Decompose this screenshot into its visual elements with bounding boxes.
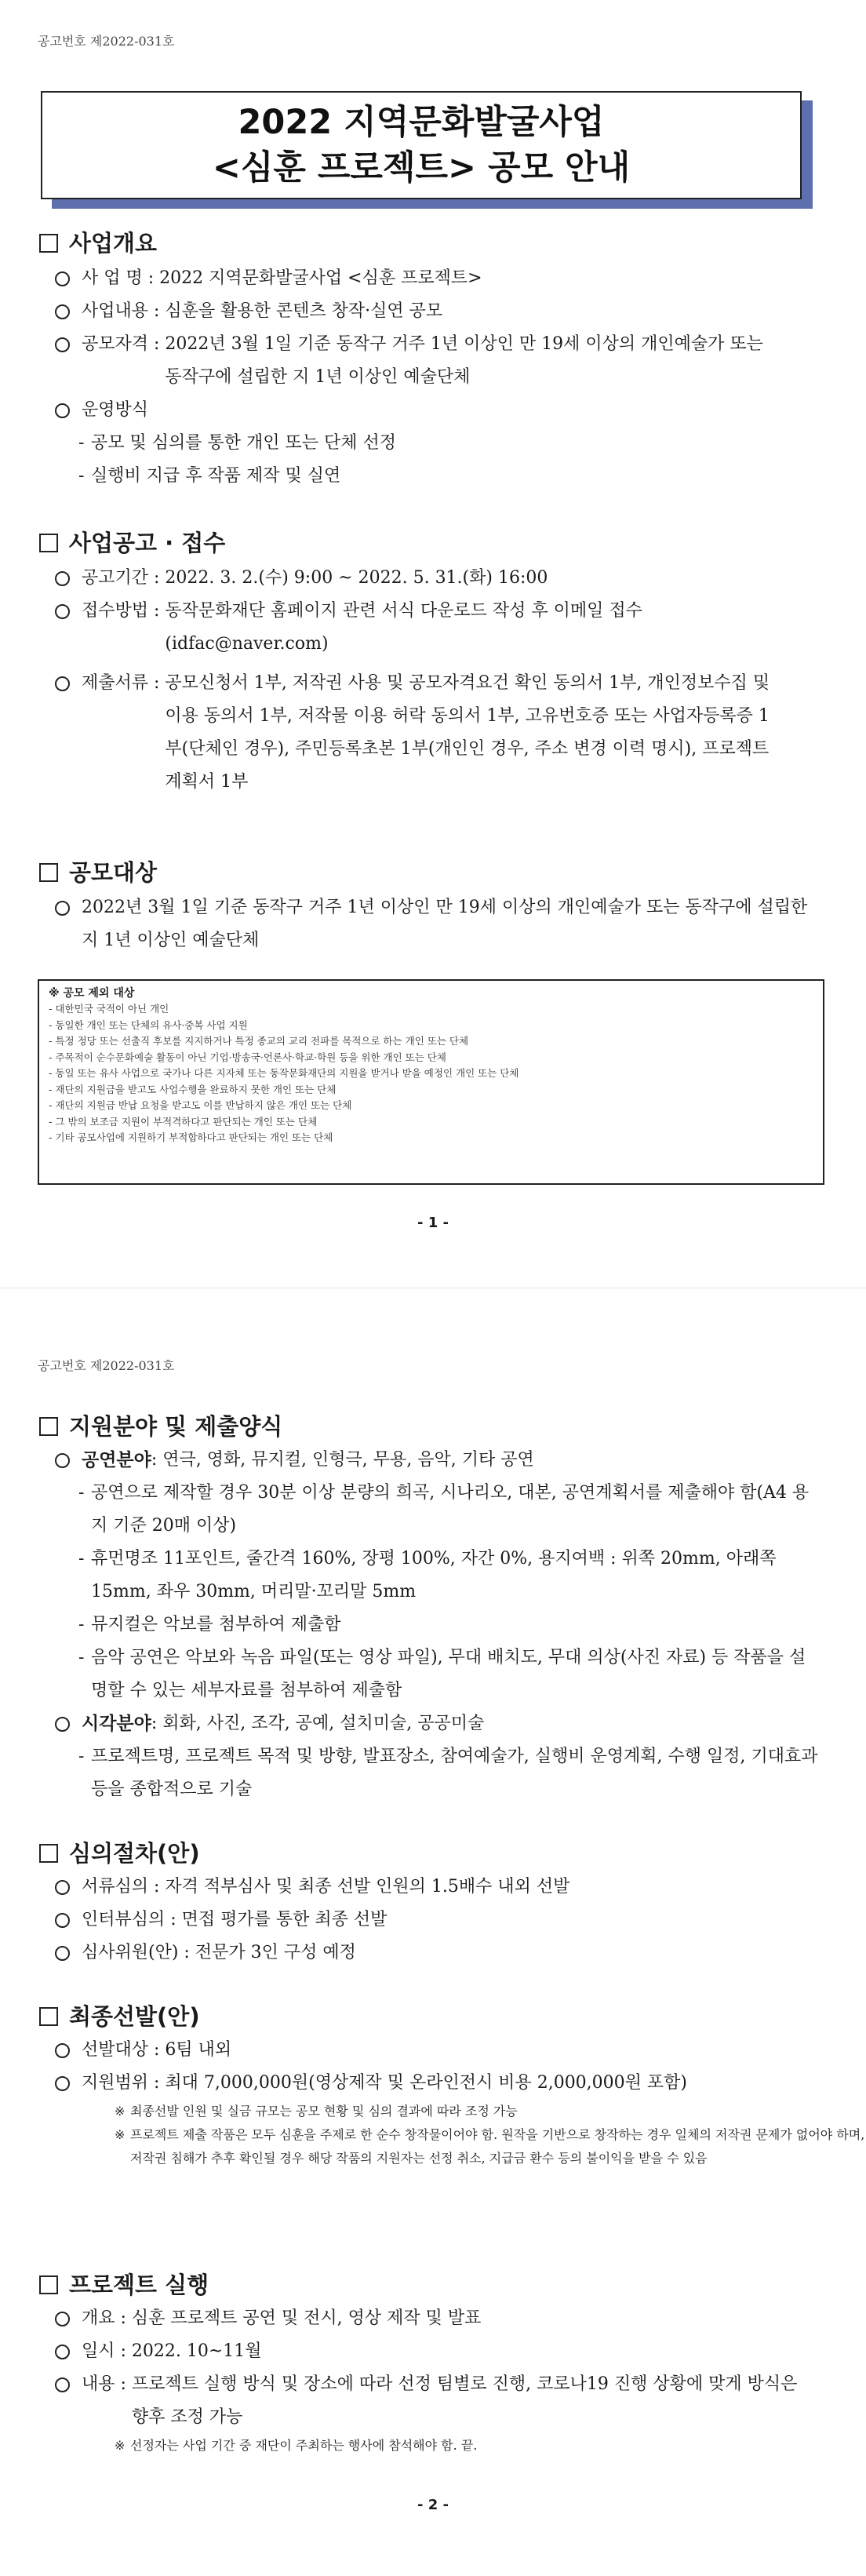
section-target	[38, 857, 827, 957]
circle-outline-icon	[55, 271, 70, 286]
circle-outline-icon	[55, 403, 70, 418]
square-outline-icon	[39, 863, 58, 882]
page-number: - 1 -	[417, 1215, 449, 1231]
sub-item: - 실행비 지급 후 작품 제작 및 실연	[78, 466, 341, 486]
list-item: - 동일한 개인 또는 단체의 유사·중복 사업 지원	[49, 1018, 248, 1031]
note: ※ 최종선발 인원 및 실금 규모는 공모 현황 및 심의 결과에 따라 조정 가능	[115, 2104, 518, 2119]
exclusion-box	[38, 979, 824, 1185]
list-item: 공연분야 : 연극, 영화, 뮤지컬, 인형극, 무용, 음악, 기타 공연	[55, 1444, 821, 1477]
list-item: 사 업 명 : 2022 지역문화발굴사업 <심훈 프로젝트>	[55, 262, 777, 295]
sub-item: - 휴먼명조 11포인트, 줄간격 160%, 장평 100%, 자간 0%, 용지여백 : 위쪽 20mm, 아래쪽 15mm, 좌우 30mm, 머리말·꼬리말 5mm	[78, 1549, 777, 1601]
list-item: 심사위원(안) : 전문가 3인 구성 예정	[55, 1937, 569, 1969]
note: ※ 선정자는 사업 기간 중 재단이 주최하는 행사에 참석해야 함. 끝.	[115, 2438, 478, 2453]
list-item: 지원범위 : 최대 7,000,000원(영상제작 및 온라인전시 비용 2,000,000원 포함)	[55, 2067, 866, 2100]
circle-outline-icon	[55, 337, 70, 352]
section-heading: 프로젝트 실행	[69, 2272, 209, 2298]
list-item: - 그 밖의 보조금 지원이 부적격하다고 판단되는 개인 또는 단체	[49, 1115, 318, 1128]
circle-outline-icon	[55, 2312, 70, 2326]
page-2	[0, 1288, 866, 2576]
list-item: 접수방법 : 동작문화재단 홈페이지 관련 서식 다운로드 작성 후 이메일 접수(idfac@naver.com)	[55, 595, 777, 661]
sub-item: - 공연으로 제작할 경우 30분 이상 분량의 희곡, 시나리오, 대본, 공연계획서를 제출해야 함(A4 용지 기준 20매 이상)	[78, 1483, 810, 1536]
circle-outline-icon	[55, 2345, 70, 2359]
square-outline-icon	[39, 1844, 58, 1863]
title-box	[41, 91, 802, 199]
circle-outline-icon	[55, 1717, 70, 1732]
list-item: 인터뷰심의 : 면접 평가를 통한 최종 선발	[55, 1904, 569, 1937]
section-heading: 지원분야 및 제출양식	[69, 1413, 283, 1440]
list-item: 제출서류 : 공모신청서 1부, 저작권 사용 및 공모자격요건 확인 동의서 1부, 개인정보수집 및 이용 동의서 1부, 저작물 이용 허락 동의서 1부, 고유번호증 또는 사업자등록증 1부(단체인 경우), 주민등록초본 1부(개인인 경우, 주소 변경 이력 명시), 프로젝트 계획서 1부	[55, 667, 777, 799]
list-item: 시각분야 : 회화, 사진, 조각, 공예, 설치미술, 공공미술	[55, 1707, 821, 1740]
section-heading: 공모대상	[69, 859, 158, 886]
section-notice	[38, 527, 777, 799]
section-fields	[38, 1411, 821, 1806]
section-execution	[38, 2269, 799, 2458]
section-heading: 사업개요	[69, 230, 158, 257]
circle-outline-icon	[55, 1946, 70, 1961]
list-item: 사업내용 : 심훈을 활용한 콘텐츠 창작·실연 공모	[55, 295, 777, 328]
note: ※ 프로젝트 제출 작품은 모두 심훈을 주제로 한 순수 창작물이어야 함. 원작을 기반으로 창작하는 경우 일체의 저작권 문제가 없어야 하며, 저작권 침해가 추후 확인될 경우 해당 작품의 지원자는 선정 취소, 지급금 환수 등의 불이익을 받을 수 있음	[115, 2127, 865, 2166]
circle-outline-icon	[55, 304, 70, 319]
list-item: 공고기간 : 2022. 3. 2.(수) 9:00 ~ 2022. 5. 31.(화) 16:00	[55, 562, 777, 595]
list-item: - 주목적이 순수문화예술 활동이 아닌 기업·방송국·언론사·학교·학원 등을 위한 개인 또는 단체	[49, 1051, 446, 1063]
list-item: 개요 : 심훈 프로젝트 공연 및 전시, 영상 제작 및 발표	[55, 2302, 799, 2335]
list-item: - 동일 또는 유사 사업으로 국가나 다른 지자체 또는 동작문화재단의 지원을 받거나 받을 예정인 개인 또는 단체	[49, 1067, 519, 1079]
circle-outline-icon	[55, 2043, 70, 2058]
square-outline-icon	[39, 1417, 58, 1436]
sub-item: - 프로젝트명, 프로젝트 목적 및 방향, 발표장소, 참여예술가, 실행비 운영계획, 수행 일정, 기대효과 등을 종합적으로 기술	[78, 1747, 818, 1799]
square-outline-icon	[39, 534, 58, 552]
section-heading: 심의절차(안)	[69, 1840, 200, 1867]
circle-outline-icon	[55, 2377, 70, 2392]
circle-outline-icon	[55, 1913, 70, 1928]
list-item: 내용 : 프로젝트 실행 방식 및 장소에 따라 선정 팀별로 진행, 코로나19 진행 상황에 맞게 방식은 향후 조정 가능	[55, 2368, 799, 2434]
section-final	[38, 2001, 866, 2170]
page-number: - 2 -	[417, 2497, 449, 2513]
document-number: 공고번호 제2022-031호	[38, 1358, 175, 1373]
list-item: 운영방식	[55, 394, 777, 427]
circle-outline-icon	[55, 1453, 70, 1468]
section-overview	[38, 228, 777, 493]
section-heading: 최종선발(안)	[69, 2003, 200, 2030]
section-heading: 사업공고 · 접수	[69, 530, 226, 556]
title-line-2: <심훈 프로젝트> 공모 안내	[212, 148, 631, 188]
list-item: 공모자격 : 2022년 3월 1일 기준 동작구 거주 1년 이상인 만 19세 이상의 개인예술가 또는 동작구에 설립한 지 1년 이상인 예술단체	[55, 328, 777, 394]
square-outline-icon	[39, 234, 58, 253]
list-item: - 특정 정당 또는 선출직 후보를 지지하거나 특정 종교의 교리 전파를 목적으로 하는 개인 또는 단체	[49, 1035, 469, 1047]
exclusion-title: ※ 공모 제외 대상	[49, 987, 135, 1000]
sub-item: - 음악 공연은 악보와 녹음 파일(또는 영상 파일), 무대 배치도, 무대 의상(사진 자료) 등 작품을 설명할 수 있는 세부자료를 첨부하여 제출함	[78, 1648, 806, 1700]
title-line-1: 2022 지역문화발굴사업	[238, 103, 605, 142]
circle-outline-icon	[55, 676, 70, 691]
sub-item: - 공모 및 심의를 통한 개인 또는 단체 선정	[78, 433, 396, 453]
list-item: - 재단의 지원금을 받고도 사업수행을 완료하지 못한 개인 또는 단체	[49, 1083, 337, 1095]
list-item: - 대한민국 국적이 아닌 개인	[49, 1003, 169, 1015]
sub-item: - 뮤지컬은 악보를 첨부하여 제출함	[78, 1615, 341, 1634]
list-item: 서류심의 : 자격 적부심사 및 최종 선발 인원의 1.5배수 내외 선발	[55, 1871, 569, 1904]
circle-outline-icon	[55, 571, 70, 586]
document-number: 공고번호 제2022-031호	[38, 34, 175, 49]
circle-outline-icon	[55, 2076, 70, 2091]
section-review	[38, 1838, 569, 1969]
list-item: 선발대상 : 6팀 내외	[55, 2034, 866, 2067]
square-outline-icon	[39, 2275, 58, 2294]
circle-outline-icon	[55, 1880, 70, 1895]
circle-outline-icon	[55, 604, 70, 619]
square-outline-icon	[39, 2007, 58, 2026]
list-item: 2022년 3월 1일 기준 동작구 거주 1년 이상인 만 19세 이상의 개인예술가 또는 동작구에 설립한 지 1년 이상인 예술단체	[55, 891, 827, 957]
circle-outline-icon	[55, 901, 70, 916]
list-item: - 재단의 지원금 반납 요청을 받고도 이를 반납하지 않은 개인 또는 단체	[49, 1099, 352, 1111]
list-item: 일시 : 2022. 10~11월	[55, 2335, 799, 2368]
list-item: - 기타 공모사업에 지원하기 부적합하다고 판단되는 개인 또는 단체	[49, 1131, 333, 1143]
